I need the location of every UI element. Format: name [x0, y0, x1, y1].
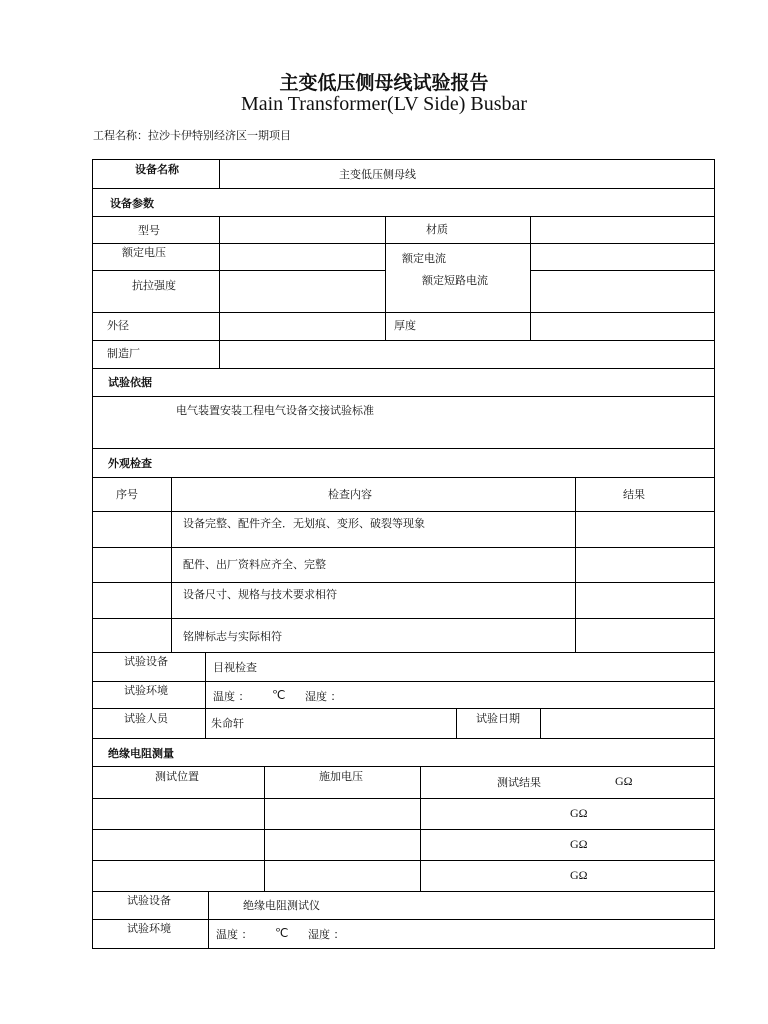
equipment-name-label: 设备名称: [135, 163, 179, 176]
insulation-row-unit: GΩ: [570, 806, 588, 820]
param-thickness-label: 厚度: [394, 319, 416, 332]
visual-item: 铭牌标志与实际相符: [183, 630, 282, 643]
basis-text: 电气装置安装工程电气设备交接试验标准: [176, 404, 374, 417]
param-rated-voltage-label: 额定电压: [122, 246, 166, 259]
insulation-col-result: 测试结果: [497, 776, 541, 789]
visual-col-content: 检查内容: [328, 488, 372, 501]
insulation-col-position: 测试位置: [155, 770, 199, 783]
params-section-title: 设备参数: [110, 197, 154, 210]
basis-section-title: 试验依据: [108, 376, 152, 389]
param-rated-current-label: 额定电流: [402, 252, 446, 265]
insulation-equipment-value: 绝缘电阻测试仪: [243, 899, 320, 912]
param-tensile-strength-label: 抗拉强度: [132, 279, 176, 292]
visual-temp-unit: ℃: [272, 688, 286, 702]
visual-temp-label: 温度 ：: [213, 690, 250, 703]
visual-equipment-value: 目视检查: [213, 661, 257, 674]
report-title-cn: 主变低压侧母线试验报告: [279, 72, 489, 94]
param-outer-diameter-label: 外径: [107, 319, 129, 332]
visual-item: 设备完整、配件齐全．无划痕、变形、破裂等现象: [183, 517, 425, 530]
param-model-label: 型号: [138, 224, 160, 237]
visual-item: 设备尺寸、规格与技术要求相符: [183, 588, 337, 601]
visual-date-label: 试验日期: [476, 712, 520, 725]
visual-col-result: 结果: [623, 488, 645, 501]
param-short-circuit-current-label: 额定短路电流: [422, 274, 488, 287]
visual-env-label: 试验环境: [124, 684, 168, 697]
visual-person-value: 朱命轩: [211, 717, 244, 730]
insulation-unit: GΩ: [615, 774, 633, 788]
insulation-row-unit: GΩ: [570, 837, 588, 851]
insulation-temp-label: 温度 ：: [216, 928, 253, 941]
insulation-row-unit: GΩ: [570, 868, 588, 882]
insulation-equipment-label: 试验设备: [127, 894, 171, 907]
insulation-humidity-label: 湿度 ：: [308, 928, 345, 941]
report-table: [92, 159, 715, 949]
visual-col-no: 序号: [116, 488, 138, 501]
insulation-section-title: 绝缘电阻测量: [108, 747, 174, 760]
visual-person-label: 试验人员: [124, 712, 168, 725]
visual-section-title: 外观检查: [108, 457, 152, 470]
equipment-name-value: 主变低压侧母线: [339, 168, 416, 181]
project-name: 工程名称：拉沙卡伊特别经济区一期项目: [93, 129, 291, 142]
report-title-en: Main Transformer(LV Side) Busbar: [240, 93, 528, 115]
visual-item: 配件、出厂资料应齐全、完整: [183, 558, 326, 571]
param-manufacturer-label: 制造厂: [107, 347, 140, 360]
insulation-temp-unit: ℃: [275, 926, 289, 940]
visual-humidity-label: 湿度 ：: [305, 690, 342, 703]
visual-equipment-label: 试验设备: [124, 655, 168, 668]
param-material-label: 材质: [426, 223, 448, 236]
insulation-env-label: 试验环境: [127, 922, 171, 935]
insulation-col-voltage: 施加电压: [319, 770, 363, 783]
